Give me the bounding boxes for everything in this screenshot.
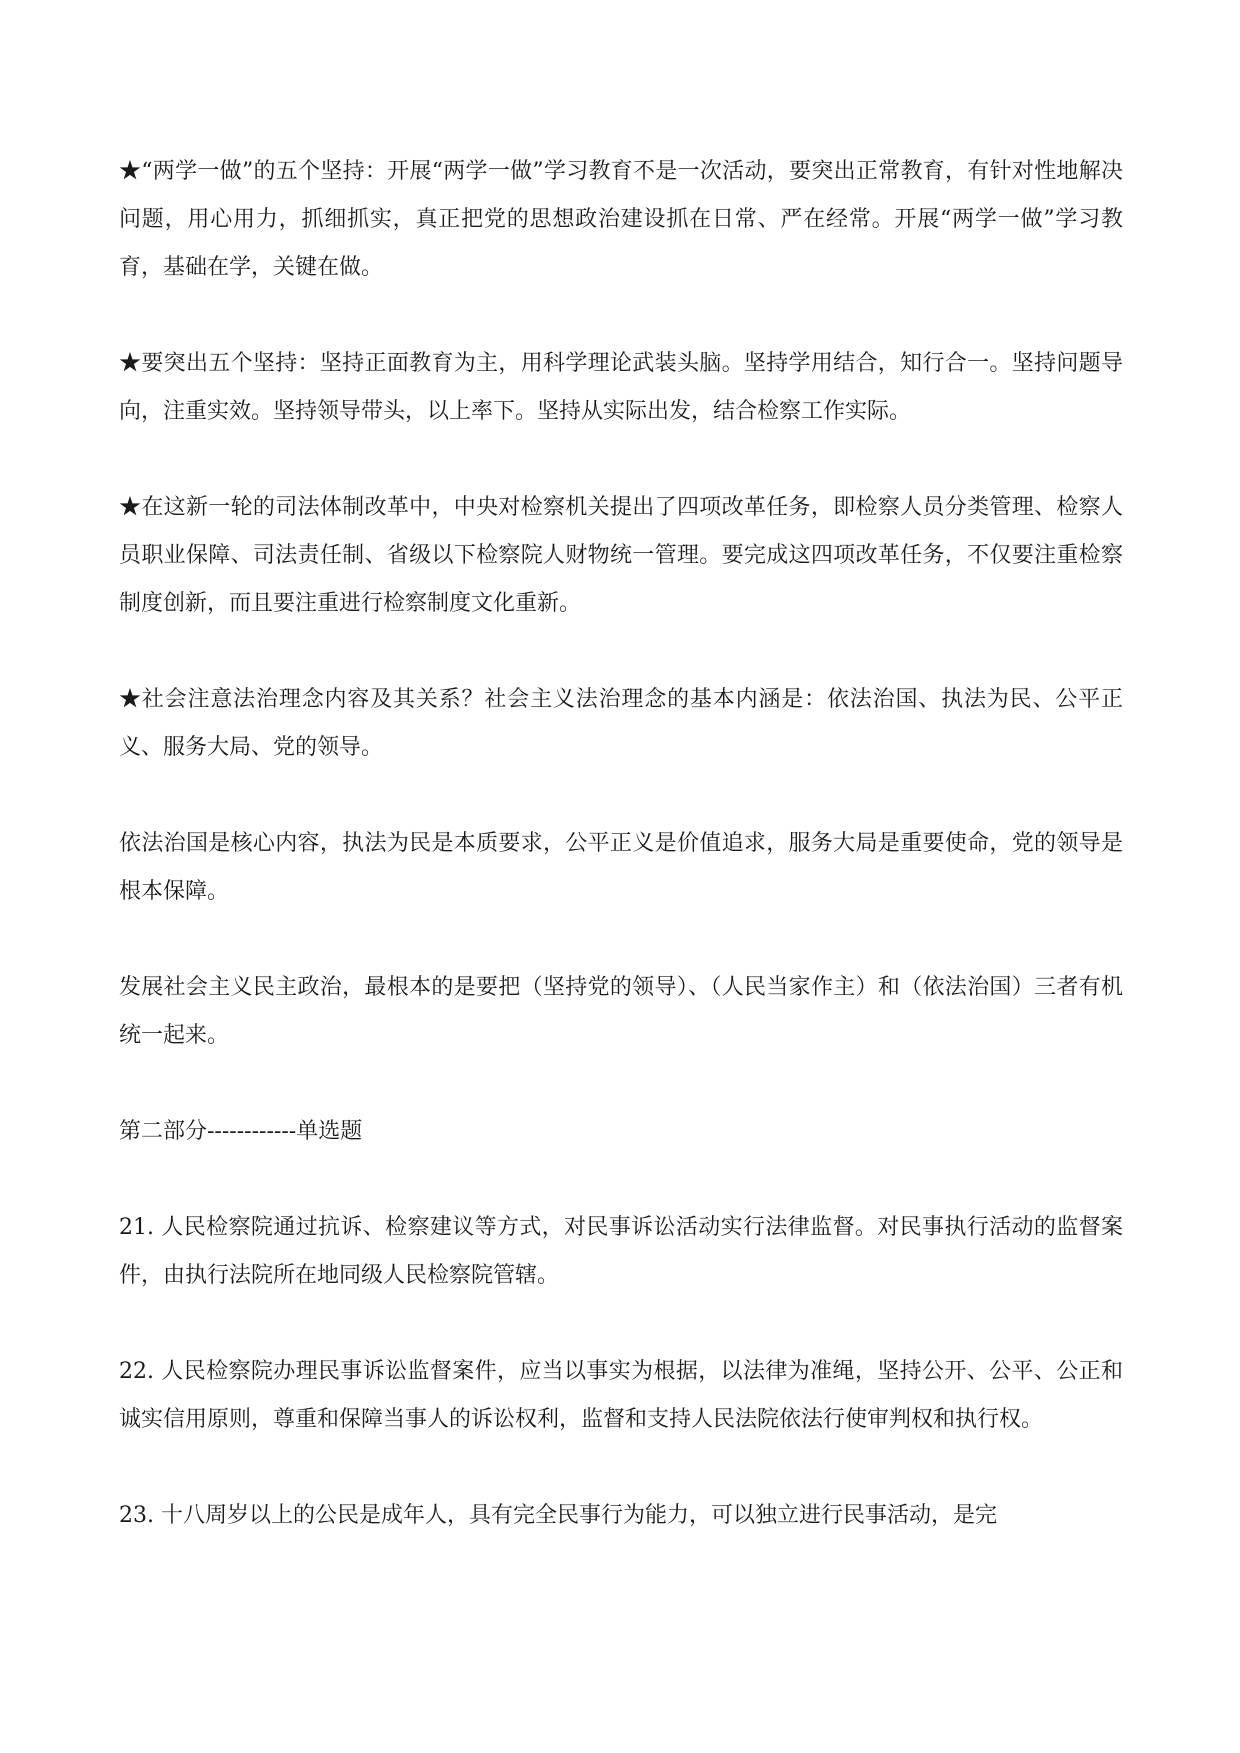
question-22: 22. 人民检察院办理民事诉讼监督案件，应当以事实为根据，以法律为准绳，坚持公开、公平、公正和诚实信用原则，尊重和保障当事人的诉讼权利，监督和支持人民法院依法行使审判权和执行权。 [119, 1359, 1123, 1432]
paragraph-five-persist: ★要突出五个坚持：坚持正面教育为主，用科学理论武装头脑。坚持学用结合，知行合一。坚持问题导向，注重实效。坚持领导带头，以上率下。坚持从实际出发，结合检察工作实际。 [119, 351, 1123, 424]
paragraph-judicial-reform: ★在这新一轮的司法体制改革中，中央对检察机关提出了四项改革任务，即检察人员分类管理、检察人员职业保障、司法责任制、省级以下检察院人财物统一管理。要完成这四项改革任务，不仅要注重检察制度创新，而且要注重进行检察制度文化重新。 [119, 495, 1123, 616]
paragraph-rule-of-law-concept: ★社会注意法治理念内容及其关系？社会主义法治理念的基本内涵是：依法治国、执法为民、公平正义、服务大局、党的领导。 [119, 687, 1123, 760]
document-body [119, 148, 1123, 1588]
section-heading-part-two: 第二部分------------单选题 [119, 1119, 363, 1144]
paragraph-rule-of-law-relations: 依法治国是核心内容，执法为民是本质要求，公平正义是价值追求，服务大局是重要使命，党的领导是根本保障。 [119, 831, 1123, 904]
paragraph-democratic-politics: 发展社会主义民主政治，最根本的是要把（坚持党的领导）、（人民当家作主）和（依法治国）三者有机统一起来。 [119, 975, 1123, 1048]
paragraph-two-study-one-do: ★“两学一做”的五个坚持：开展“两学一做”学习教育不是一次活动，要突出正常教育，有针对性地解决问题，用心用力，抓细抓实，真正把党的思想政治建设抓在日常、严在经常。开展“两学一做”学习教育，基础在学，关键在做。 [119, 159, 1123, 280]
question-23: 23. 十八周岁以上的公民是成年人，具有完全民事行为能力，可以独立进行民事活动，是完 [119, 1503, 997, 1528]
question-21: 21. 人民检察院通过抗诉、检察建议等方式，对民事诉讼活动实行法律监督。对民事执行活动的监督案件，由执行法院所在地同级人民检察院管辖。 [119, 1215, 1123, 1288]
